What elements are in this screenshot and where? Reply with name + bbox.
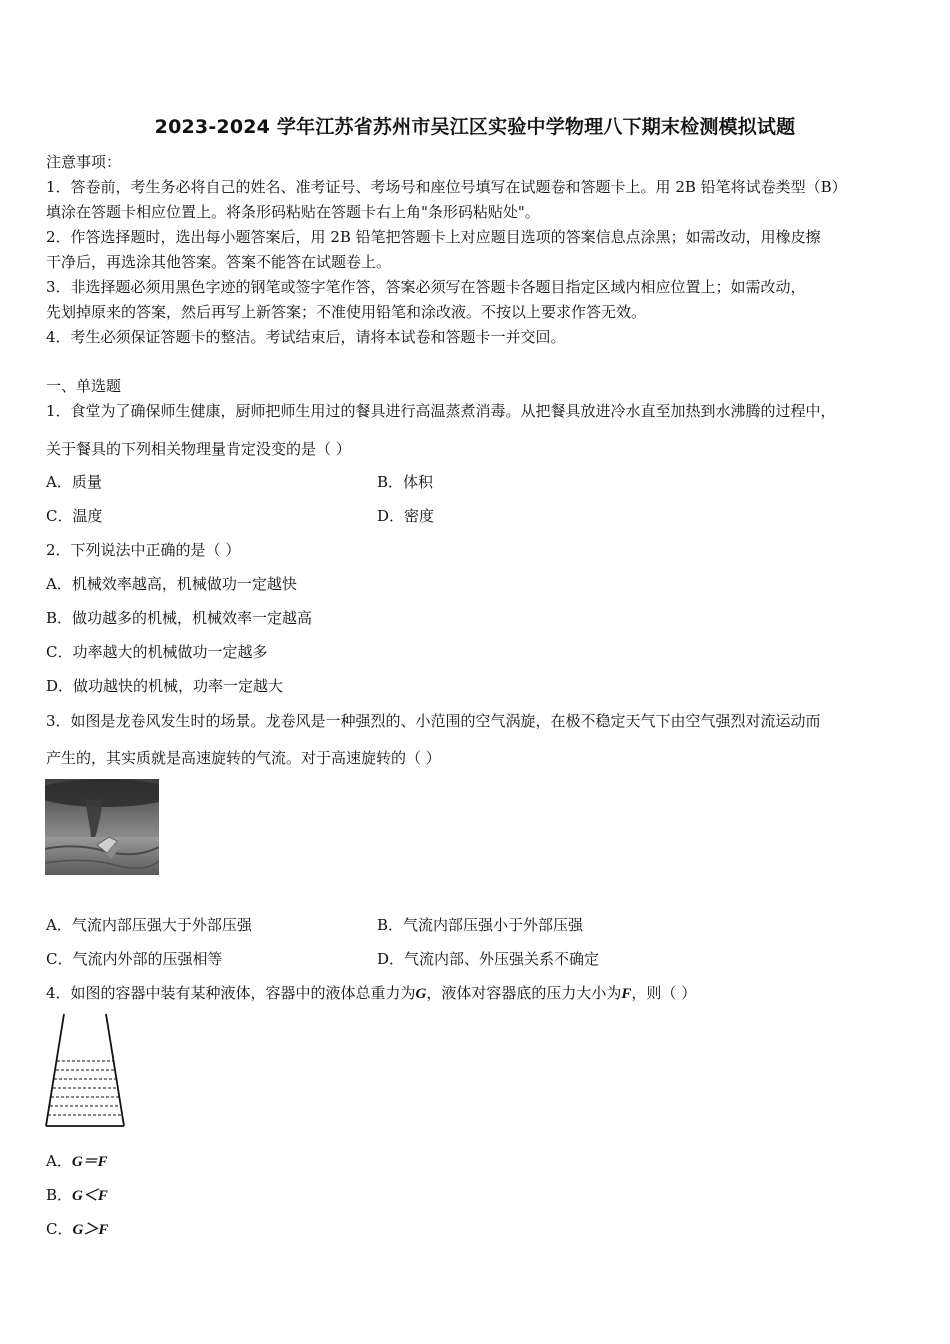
- notice-line-1: 1．答卷前，考生务必将自己的姓名、准考证号、考场号和座位号填写在试题卷和答题卡上。用 2B 铅笔将试卷类型（B）: [46, 178, 847, 196]
- q2-stem: 2．下列说法中正确的是（ ）: [46, 541, 241, 559]
- notice-line-7: 4．考生必须保证答题卡的整洁。考试结束后，请将本试卷和答题卡一并交回。: [46, 328, 566, 346]
- q2-option-a: A．机械效率越高，机械做功一定越快: [46, 575, 297, 593]
- q4-option-c-expr: G＞F: [72, 1222, 109, 1238]
- q1-stem-line-1: 1．食堂为了确保师生健康，厨师把师生用过的餐具进行高温蒸煮消毒。从把餐具放进冷水直至加热到水沸腾的过程中，: [46, 402, 836, 420]
- q4-stem-pre: 4．如图的容器中装有某种液体，容器中的液体总重力为: [46, 984, 416, 1002]
- q4-option-b-expr: G＜F: [72, 1188, 108, 1204]
- q2-option-b: B．做功越多的机械，机械效率一定越高: [46, 609, 313, 627]
- q3-stem-line-2: 产生的，其实质就是高速旋转的气流。对于高速旋转的（ ）: [46, 749, 441, 767]
- tornado-photo-svg: [45, 779, 159, 875]
- container-diagram: [44, 1012, 126, 1130]
- notice-line-6: 先划掉原来的答案，然后再写上新答案；不准使用铅笔和涂改液。不按以上要求作答无效。: [46, 303, 647, 321]
- q4-option-b-label: B．: [46, 1186, 73, 1204]
- q2-option-d: D．做功越快的机械，功率一定越大: [46, 677, 284, 695]
- q4-option-c: [46, 1219, 108, 1240]
- q1-option-a: A．质量: [46, 473, 102, 491]
- tornado-photo: [45, 779, 159, 875]
- q1-stem-line-2: 关于餐具的下列相关物理量肯定没变的是（ ）: [46, 440, 351, 458]
- q3-option-c: C．气流内外部的压强相等: [46, 950, 223, 968]
- notice-line-2: 填涂在答题卡相应位置上。将条形码粘贴在答题卡右上角"条形码粘贴处"。: [46, 203, 540, 221]
- section-heading: 一、单选题: [46, 377, 122, 395]
- q4-symbol-g: G: [415, 986, 427, 1002]
- q4-stem: [46, 983, 696, 1004]
- q4-option-a-expr: G＝F: [71, 1154, 108, 1170]
- q3-option-d: D．气流内部、外压强关系不确定: [377, 950, 600, 968]
- q4-option-c-label: C．: [46, 1220, 73, 1238]
- q1-option-c: C．温度: [46, 507, 103, 525]
- q1-option-b: B．体积: [377, 473, 434, 491]
- q1-option-d: D．密度: [377, 507, 435, 525]
- q3-stem-line-1: 3．如图是龙卷风发生时的场景。龙卷风是一种强烈的、小范围的空气涡旋，在极不稳定天气下由空气强烈对流运动而: [46, 712, 821, 730]
- q4-symbol-f: F: [621, 986, 632, 1002]
- q3-option-a: A．气流内部压强大于外部压强: [46, 916, 252, 934]
- notice-line-4: 干净后，再选涂其他答案。答案不能答在试题卷上。: [46, 253, 392, 271]
- q4-option-a: [46, 1151, 108, 1172]
- notice-line-3: 2．作答选择题时，选出每小题答案后，用 2B 铅笔把答题卡上对应题目选项的答案信息点涂黑；如需改动，用橡皮擦: [46, 228, 821, 246]
- q4-option-b: [46, 1185, 108, 1206]
- q4-stem-post: ，则（ ）: [631, 984, 697, 1002]
- notice-heading: 注意事项：: [46, 153, 122, 171]
- notice-line-5: 3．非选择题必须用黑色字迹的钢笔或签字笔作答，答案必须写在答题卡各题目指定区域内相应位置上；如需改动，: [46, 278, 806, 296]
- q4-stem-mid: ，液体对容器底的压力大小为: [426, 984, 622, 1002]
- q2-option-c: C．功率越大的机械做功一定越多: [46, 643, 268, 661]
- q4-option-a-label: A．: [46, 1152, 72, 1170]
- q3-option-b: B．气流内部压强小于外部压强: [377, 916, 584, 934]
- container-diagram-svg: [44, 1012, 126, 1130]
- exam-title: 2023-2024 学年江苏省苏州市吴江区实验中学物理八下期末检测模拟试题: [154, 116, 796, 138]
